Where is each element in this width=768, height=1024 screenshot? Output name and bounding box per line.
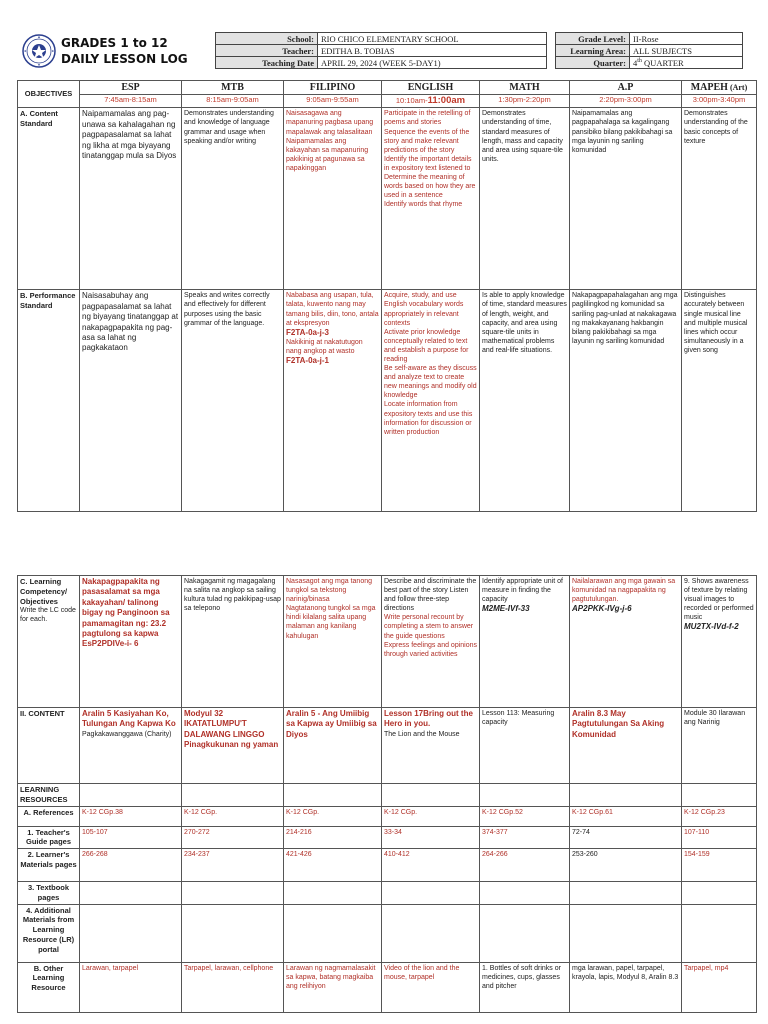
content-filipino: Aralin 5 - Ang Umiibig sa Kapwa ay Umiibig sa Diyos xyxy=(284,708,382,784)
school-value: RIO CHICO ELEMENTARY SCHOOL xyxy=(318,33,547,45)
filipino-lc-code: F2TA-0a-j-1 xyxy=(286,356,329,366)
competency-esp: Nakapagpapakita ng pasasalamat sa mga kakayahan/ talinong bigay ng Panginoon sa pamamagitan ng: 23.2 pagtulong sa kapwa EsP2PDIVe-i- 6 xyxy=(80,576,182,708)
header-info-table xyxy=(215,32,743,69)
english-cs-item: Sequence the events of the story and make relevant predictions of the story xyxy=(384,128,470,154)
time-mapeh: 3:00pm-3:40pm xyxy=(682,95,757,108)
competency-english: Describe and discriminate the best part of the story Listen and follow three-step directions Write personal recount by completing a stem to answer the guide questions Express feelings and opinions through varied activities xyxy=(382,576,480,708)
teachers-guide-math: 374-377 xyxy=(480,826,570,849)
references-label: A. References xyxy=(18,806,80,826)
english-cs-item: Identify words that rhyme xyxy=(384,201,463,209)
teachers-guide-label: 1. Teacher's Guide pages xyxy=(18,826,80,849)
references-mtb: K-12 CGp. xyxy=(182,806,284,826)
other-resources-mapeh: Tarpapel, mp4 xyxy=(682,962,757,1012)
learning-resources-row xyxy=(18,784,757,807)
quarter-value: 4th QUARTER xyxy=(630,57,743,69)
teachers-guide-filipino: 214-216 xyxy=(284,826,382,849)
additional-materials-label: 4. Additional Materials from Learning Resource (LR) portal xyxy=(18,904,80,962)
content-standard-esp: Naipamamalas ang pag-unawa sa kahalagahan ng pagpapasalamat sa lahat ng likha at mga biyayang tinatanggap mula sa Diyos xyxy=(80,108,182,290)
other-resources-mtb: Tarpapel, larawan, cellphone xyxy=(182,962,284,1012)
content-esp: Aralin 5 Kasiyahan Ko, Tulungan Ang Kapwa Ko Pagkakawanggawa (Charity) xyxy=(80,708,182,784)
teachers-guide-mtb: 270-272 xyxy=(182,826,284,849)
english-ps-item: Locate information from expository texts and use this information for discussion or written production xyxy=(384,401,473,436)
content-standard-english xyxy=(382,108,480,290)
objectives-label: OBJECTIVES xyxy=(18,81,80,108)
teaching-date-label: Teaching Date xyxy=(216,57,318,69)
time-ap: 2:20pm-3:00pm xyxy=(570,95,682,108)
learners-materials-math: 264-266 xyxy=(480,849,570,882)
subject-filipino: FILIPINO xyxy=(284,81,382,95)
references-mapeh: K-12 CGp.23 xyxy=(682,806,757,826)
content-standard-ap: Naipamamalas ang pagpapahalaga sa kagalingang pansibiko bilang pakikibahagi sa mga layunin ng sariling komunidad xyxy=(570,108,682,290)
content-row xyxy=(18,708,757,784)
references-filipino: K-12 CGp. xyxy=(284,806,382,826)
english-ps-item: Be self-aware as they discuss and analyze text to create new meanings and modify old knowledge xyxy=(384,365,477,400)
other-resources-filipino: Larawan ng nagmamalasakit sa kapwa, batang magkaiba ang relihiyon xyxy=(284,962,382,1012)
subject-english: ENGLISH xyxy=(382,81,480,95)
content-standard-mtb: Demonstrates understanding and knowledge of language grammar and usage when speaking and/or writing xyxy=(182,108,284,290)
grade-level-label: Grade Level: xyxy=(556,33,630,45)
other-resources-label: B. Other Learning Resource xyxy=(18,962,80,1012)
title-daily-lesson-log: DAILY LESSON LOG xyxy=(61,52,188,66)
teacher-label: Teacher: xyxy=(216,45,318,57)
subject-esp: ESP xyxy=(80,81,182,95)
mapeh-lc-code: MU2TX-IVd-f-2 xyxy=(684,622,739,632)
competency-math: Identify appropriate unit of measure in finding the capacity M2ME-IVf-33 xyxy=(480,576,570,708)
esp-lc-code: EsP2PDIVe-i- 6 xyxy=(82,639,139,649)
textbook-pages-label: 3. Textbook pages xyxy=(18,882,80,905)
time-mtb: 8:15am-9:05am xyxy=(182,95,284,108)
references-esp: K-12 CGp.38 xyxy=(80,806,182,826)
learners-materials-mapeh: 154-159 xyxy=(682,849,757,882)
performance-standard-mapeh: Distinguishes accurately between single musical line and multiple musical lines which occur simultaneously in a given song xyxy=(682,290,757,512)
content-ap: Aralin 8.3 May Pagtutulungan Sa Aking Komunidad xyxy=(570,708,682,784)
teachers-guide-ap: 72-74 xyxy=(570,826,682,849)
objectives-table xyxy=(17,80,757,512)
learning-competency-note: Write the LC code for each. xyxy=(20,607,76,624)
learners-materials-filipino: 421-426 xyxy=(284,849,382,882)
quarter-label: Quarter: xyxy=(556,57,630,69)
learning-competency-row xyxy=(18,576,757,708)
time-filipino: 9:05am-9:55am xyxy=(284,95,382,108)
performance-standard-mtb: Speaks and writes correctly and effectively for different purposes using the basic grammar of the language. xyxy=(182,290,284,512)
competency-mtb: Nakagagamit ng magagalang na salita na angkop sa sailing kultura tulad ng pakikipag-usap sa telepono xyxy=(182,576,284,708)
content-mtb: Modyul 32 IKATATLUMPU'T DALAWANG LINGGO Pinagkukunan ng yaman xyxy=(182,708,284,784)
performance-standard-esp: Naisasabuhay ang pagpapasalamat sa lahat ng biyayang tinatanggap at nakapagpapakita ng pag-asa sa lahat ng pagkakataon xyxy=(80,290,182,512)
subject-ap: A.P xyxy=(570,81,682,95)
learning-area-label: Learning Area: xyxy=(556,45,630,57)
content-english: Lesson 17Bring out the Hero in you. The Lion and the Mouse xyxy=(382,708,480,784)
other-resources-math: 1. Bottles of soft drinks or medicines, cups, glasses and pitcher xyxy=(480,962,570,1012)
other-resources-esp: Larawan, tarpapel xyxy=(80,962,182,1012)
dll-header xyxy=(17,32,756,70)
grade-level-value: II-Rose xyxy=(630,33,743,45)
teachers-guide-row xyxy=(18,826,757,849)
ap-lc-code: AP2PKK-IVg-j-6 xyxy=(572,604,632,614)
content-label: II. CONTENT xyxy=(18,708,80,784)
other-resources-ap: mga larawan, papel, tarpapel, krayola, lapis, Modyul 8, Aralin 8.3 xyxy=(570,962,682,1012)
english-cs-item: Identify the important details in expository text listened to xyxy=(384,155,472,172)
content-standard-filipino: Naisasagawa ang mapanuring pagbasa upang mapalawak ang talasalitaan Naipamamalas ang kakayahan sa mapanuring pakikinig at pagunawa sa napakinggan xyxy=(284,108,382,290)
learners-materials-row xyxy=(18,849,757,882)
content-mapeh: Module 30 Ilarawan ang Narinig xyxy=(682,708,757,784)
content-math: Lesson 113: Measuring capacity xyxy=(480,708,570,784)
performance-standard-math: Is able to apply knowledge of time, standard measures of length, weight, and capacity, and area using square-tile units in mathematical problems and real-life situations. xyxy=(480,290,570,512)
performance-standard-english xyxy=(382,290,480,512)
additional-materials-row xyxy=(18,904,757,962)
content-standard-label: A. Content Standard xyxy=(18,108,80,290)
learning-resources-label: LEARNING RESOURCES xyxy=(18,784,80,807)
time-row xyxy=(18,95,757,108)
learners-materials-english: 410-412 xyxy=(382,849,480,882)
content-standard-math: Demonstrates understanding of time, standard measures of length, mass and capacity and area using square-tile units. xyxy=(480,108,570,290)
english-cs-item: Participate in the retelling of poems and stories xyxy=(384,110,471,127)
time-english: 10:10am-11:00am xyxy=(382,95,480,108)
learning-area-value: ALL SUBJECTS xyxy=(630,45,743,57)
performance-standard-ap: Nakapagpapahalagahan ang mga paglilingkod ng komunidad sa sariling pag-unlad at nakakagawa ng makakayanang hakbangin bilang pakikibahagi sa mga layunin ng sariling komunidad xyxy=(570,290,682,512)
math-lc-code: M2ME-IVf-33 xyxy=(482,604,530,614)
competency-mapeh: 9. Shows awareness of texture by relating visual images to recorded or performed music MU2TX-IVd-f-2 xyxy=(682,576,757,708)
references-ap: K-12 CGp.61 xyxy=(570,806,682,826)
other-resources-english: Video of the lion and the mouse, tarpapel xyxy=(382,962,480,1012)
competency-ap: Nailalarawan ang mga gawain sa komunidad na nagpapakita ng pagtutulungan. AP2PKK-IVg-j-6 xyxy=(570,576,682,708)
references-math: K-12 CGp.52 xyxy=(480,806,570,826)
textbook-pages-row xyxy=(18,882,757,905)
performance-standard-row xyxy=(18,290,757,512)
subject-header-row xyxy=(18,81,757,95)
learners-materials-label: 2. Learner's Materials pages xyxy=(18,849,80,882)
school-label: School: xyxy=(216,33,318,45)
english-cs-item: Determine the meaning of words based on how they are used in a sentence xyxy=(384,174,476,200)
subject-mapeh: MAPEH (Art) xyxy=(682,81,757,95)
learners-materials-mtb: 234-237 xyxy=(182,849,284,882)
content-standard-row xyxy=(18,108,757,290)
references-english: K-12 CGp. xyxy=(382,806,480,826)
time-esp: 7:45am-8:15am xyxy=(80,95,182,108)
teacher-value: EDITHA B. TOBIAS xyxy=(318,45,547,57)
teachers-guide-esp: 105-107 xyxy=(80,826,182,849)
performance-standard-label: B. Performance Standard xyxy=(18,290,80,512)
subject-mtb: MTB xyxy=(182,81,284,95)
subject-math: MATH xyxy=(480,81,570,95)
references-row xyxy=(18,806,757,826)
deped-seal-logo-icon xyxy=(22,34,56,68)
filipino-lc-code: F2TA-0a-j-3 xyxy=(286,327,329,337)
other-resources-row xyxy=(18,962,757,1012)
competency-resources-table xyxy=(17,575,757,1013)
teaching-date-value: APRIL 29, 2024 (WEEK 5-DAY1) xyxy=(318,57,547,69)
english-ps-item: Acquire, study, and use English vocabulary words appropriately in relevant contexts xyxy=(384,292,464,327)
learners-materials-ap: 253-260 xyxy=(570,849,682,882)
performance-standard-filipino: Nababasa ang usapan, tula, talata, kuwento nang may tamang bilis, diin, tono, antala at ekspresyon F2TA-0a-j-3 Nakikinig at nakatutugon nang angkop at wasto F2TA-0a-j-1 xyxy=(284,290,382,512)
time-math: 1:30pm-2:20pm xyxy=(480,95,570,108)
teachers-guide-english: 33-34 xyxy=(382,826,480,849)
competency-filipino: Nasasagot ang mga tanong tungkol sa tekstong narinig/binasa Nagtatanong tungkol sa mga hindi kilalang salita upang malaman ang kanilang kahulugan xyxy=(284,576,382,708)
learning-competency-label: C. Learning Competency/ Objectives Write the LC code for each. xyxy=(18,576,80,708)
english-ps-item: Activate prior knowledge conceptually related to text and establish a purpose for reading xyxy=(384,328,469,363)
teachers-guide-mapeh: 107-110 xyxy=(682,826,757,849)
title-grades: GRADES 1 to 12 xyxy=(61,36,168,50)
learners-materials-esp: 266-268 xyxy=(80,849,182,882)
content-standard-mapeh: Demonstrates understanding of the basic concepts of texture xyxy=(682,108,757,290)
